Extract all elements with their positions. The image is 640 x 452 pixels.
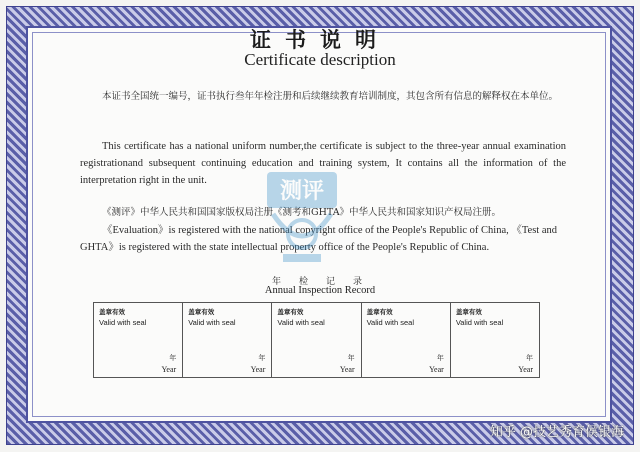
seal-label-cn: 盖章有效 — [99, 308, 125, 316]
seal-label-cn: 盖章有效 — [455, 308, 482, 316]
year-label-en: Year — [429, 365, 444, 374]
inspection-cell — [272, 303, 361, 377]
svg-text:测评: 测评 — [279, 179, 325, 204]
year-label-en: Year — [339, 365, 355, 374]
seal-label-cn: 盖章有效 — [277, 308, 304, 316]
title-chinese: 证书说明 — [250, 27, 390, 52]
year-label-en: Year — [161, 365, 177, 374]
year-label-cn: 年 — [169, 354, 177, 362]
paragraph-cn-numbering: 本证书全国统一编号，证书执行叁年年检注册和后续继续教育培训制度，其包含所有信息的解释权在本单位。 — [102, 91, 559, 102]
record-title-english: Annual Inspection Record — [264, 285, 376, 296]
year-label-en: Year — [250, 365, 266, 374]
year-label-cn: 年 — [258, 354, 266, 362]
year-label-cn: 年 — [526, 354, 534, 362]
inspection-cell — [362, 303, 451, 377]
emblem-watermark-icon — [263, 168, 341, 268]
seal-label-en: Valid with seal — [99, 318, 147, 327]
source-watermark: 知乎 @技艺秀育侯银海 — [489, 425, 624, 440]
seal-label-en: Valid with seal — [455, 318, 504, 327]
year-label-cn: 年 — [347, 354, 355, 362]
paragraph-en-registration: 《Evaluation》is registered with the national copyright office of the People's Republic of China, 《Test and GHTA》is registered with the state intellectual property office of the People's Republic of China. — [80, 225, 557, 253]
paragraph-cn-registration: 《测评》中华人民共和国国家版权局注册《测考和GHTA》中华人民共和国家知识产权局注册。 — [102, 207, 502, 218]
year-label-en: Year — [518, 365, 534, 374]
inspection-cell — [94, 303, 183, 377]
seal-label-cn: 盖章有效 — [188, 308, 215, 316]
title-english: Certificate description — [244, 50, 396, 69]
seal-label-en: Valid with seal — [277, 318, 325, 327]
record-title-chinese: 年检记录 — [271, 277, 380, 287]
year-label-cn: 年 — [436, 354, 444, 362]
inspection-cell — [183, 303, 272, 377]
seal-label-cn: 盖章有效 — [366, 308, 393, 316]
seal-label-en: Valid with seal — [188, 318, 236, 327]
seal-label-en: Valid with seal — [366, 318, 414, 327]
paragraph-en-numbering: This certificate has a national uniform number,the certificate is subject to the three-year annual examination registrationand subsequent continuing education and training system, It contains all the information of the interpretation right in the unit. — [80, 141, 566, 186]
inspection-cell — [451, 303, 539, 377]
inspection-record-table — [93, 302, 540, 378]
